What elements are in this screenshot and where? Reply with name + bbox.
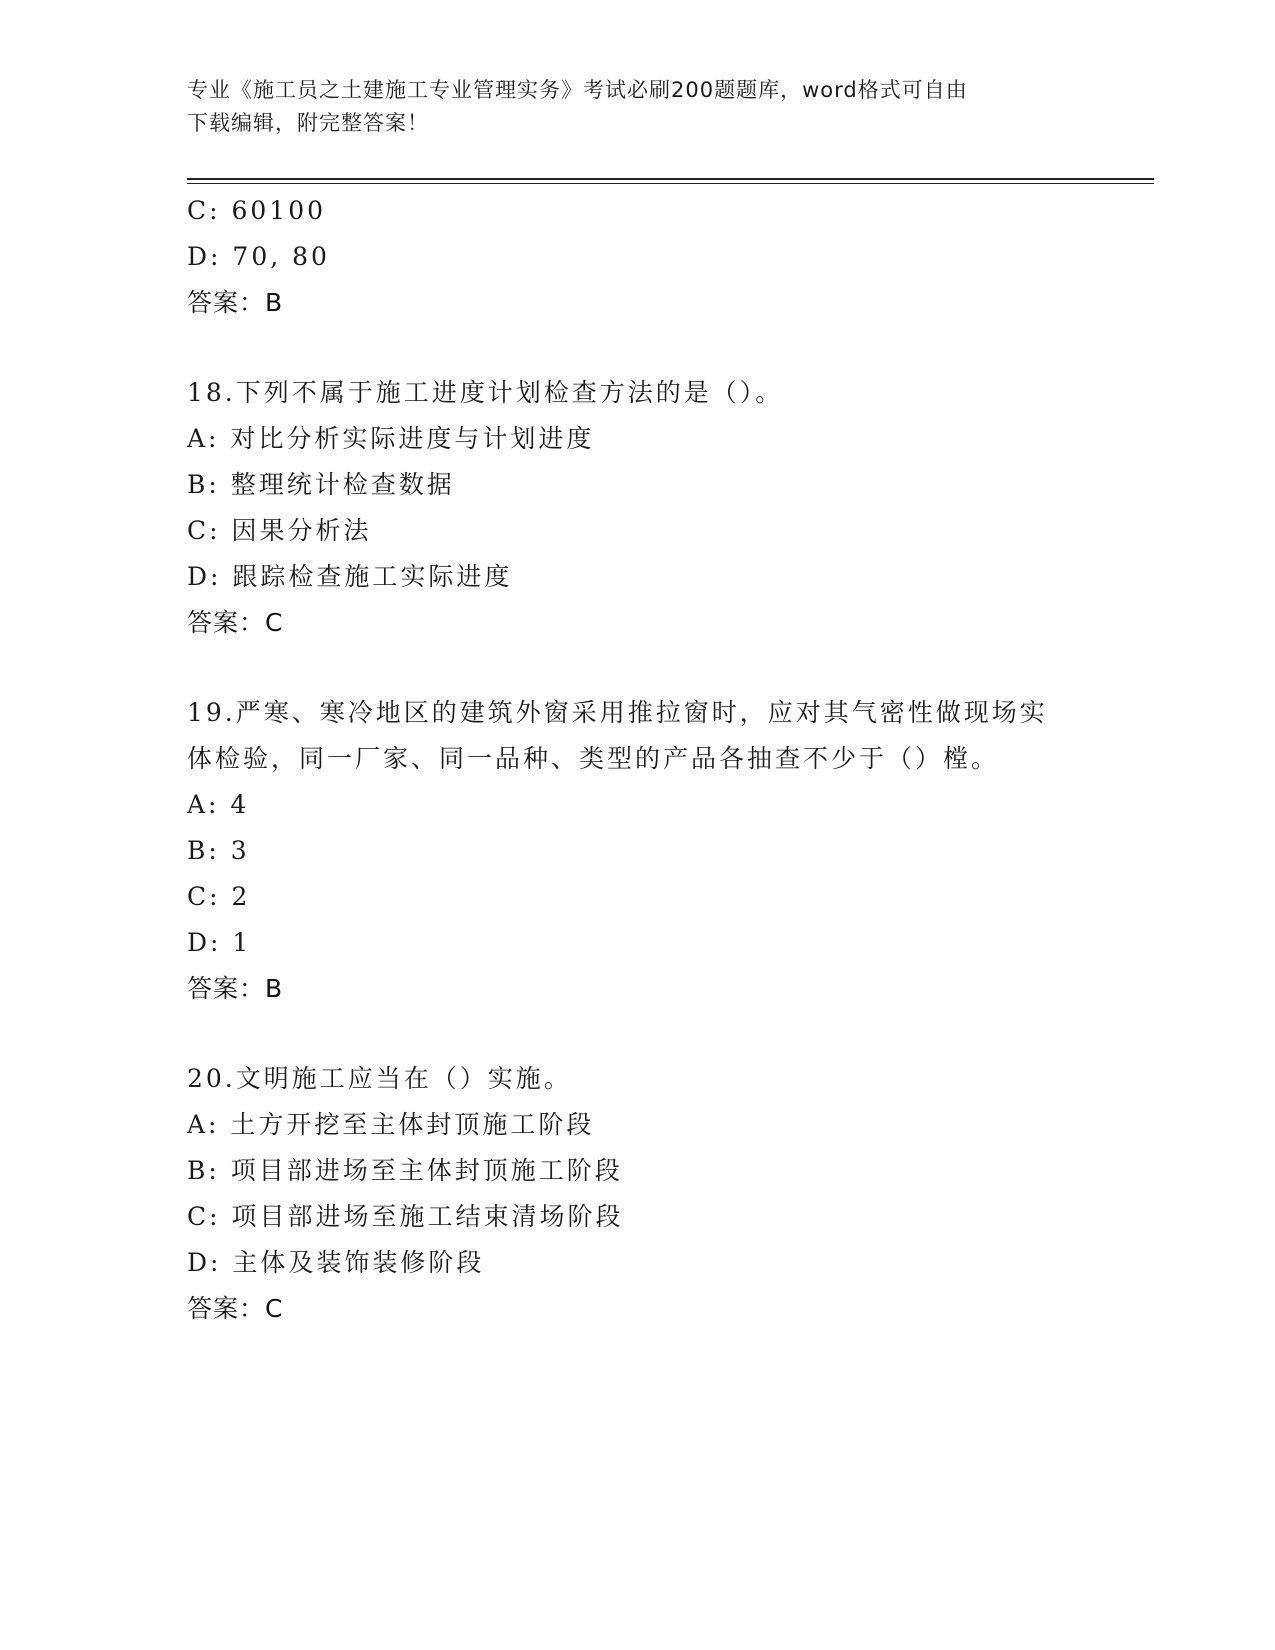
option-c: C: 项目部进场至施工结束清场阶段 — [187, 1202, 624, 1231]
answer-line: 答案：B — [187, 288, 284, 317]
answer-line: 答案：C — [187, 1294, 284, 1323]
option-b: B: 3 — [187, 836, 250, 865]
option-a: A: 土方开挖至主体封顶施工阶段 — [187, 1110, 595, 1139]
option-d: D: 1 — [187, 928, 252, 957]
option-b: B: 整理统计检查数据 — [187, 470, 455, 499]
page-header — [187, 74, 1087, 140]
option-a: A: 对比分析实际进度与计划进度 — [187, 424, 595, 453]
question-block-20 — [187, 1056, 1087, 1332]
option-c: C: 2 — [187, 882, 251, 911]
option-d: D: 跟踪检查施工实际进度 — [187, 562, 513, 591]
answer-line: 答案：B — [187, 974, 284, 1003]
option-c: C: 60100 — [187, 196, 327, 225]
question-block-18 — [187, 370, 1087, 646]
header-line-1: 专业《施工员之土建施工专业管理实务》考试必刷200题题库，word格式可自由 — [187, 78, 968, 102]
answer-line: 答案：C — [187, 608, 284, 637]
option-d: D: 主体及装饰装修阶段 — [187, 1248, 485, 1277]
question-stem: 19.严寒、寒冷地区的建筑外窗采用推拉窗时，应对其气密性做现场实 — [187, 698, 1048, 727]
option-c: C: 因果分析法 — [187, 516, 372, 545]
option-d: D: 70, 80 — [187, 242, 330, 271]
question-block-prev — [187, 188, 1087, 326]
option-a: A: 4 — [187, 790, 250, 819]
question-stem: 18.下列不属于施工进度计划检查方法的是（）。 — [187, 378, 784, 407]
question-block-19 — [187, 690, 1087, 1012]
question-stem-continued: 体检验，同一厂家、同一品种、类型的产品各抽查不少于（）樘。 — [187, 744, 1000, 773]
option-b: B: 项目部进场至主体封顶施工阶段 — [187, 1156, 623, 1185]
header-line-2: 下载编辑，附完整答案！ — [187, 111, 429, 135]
question-list — [187, 188, 1087, 1332]
header-divider — [187, 178, 1154, 184]
question-stem: 20.文明施工应当在（）实施。 — [187, 1064, 572, 1093]
